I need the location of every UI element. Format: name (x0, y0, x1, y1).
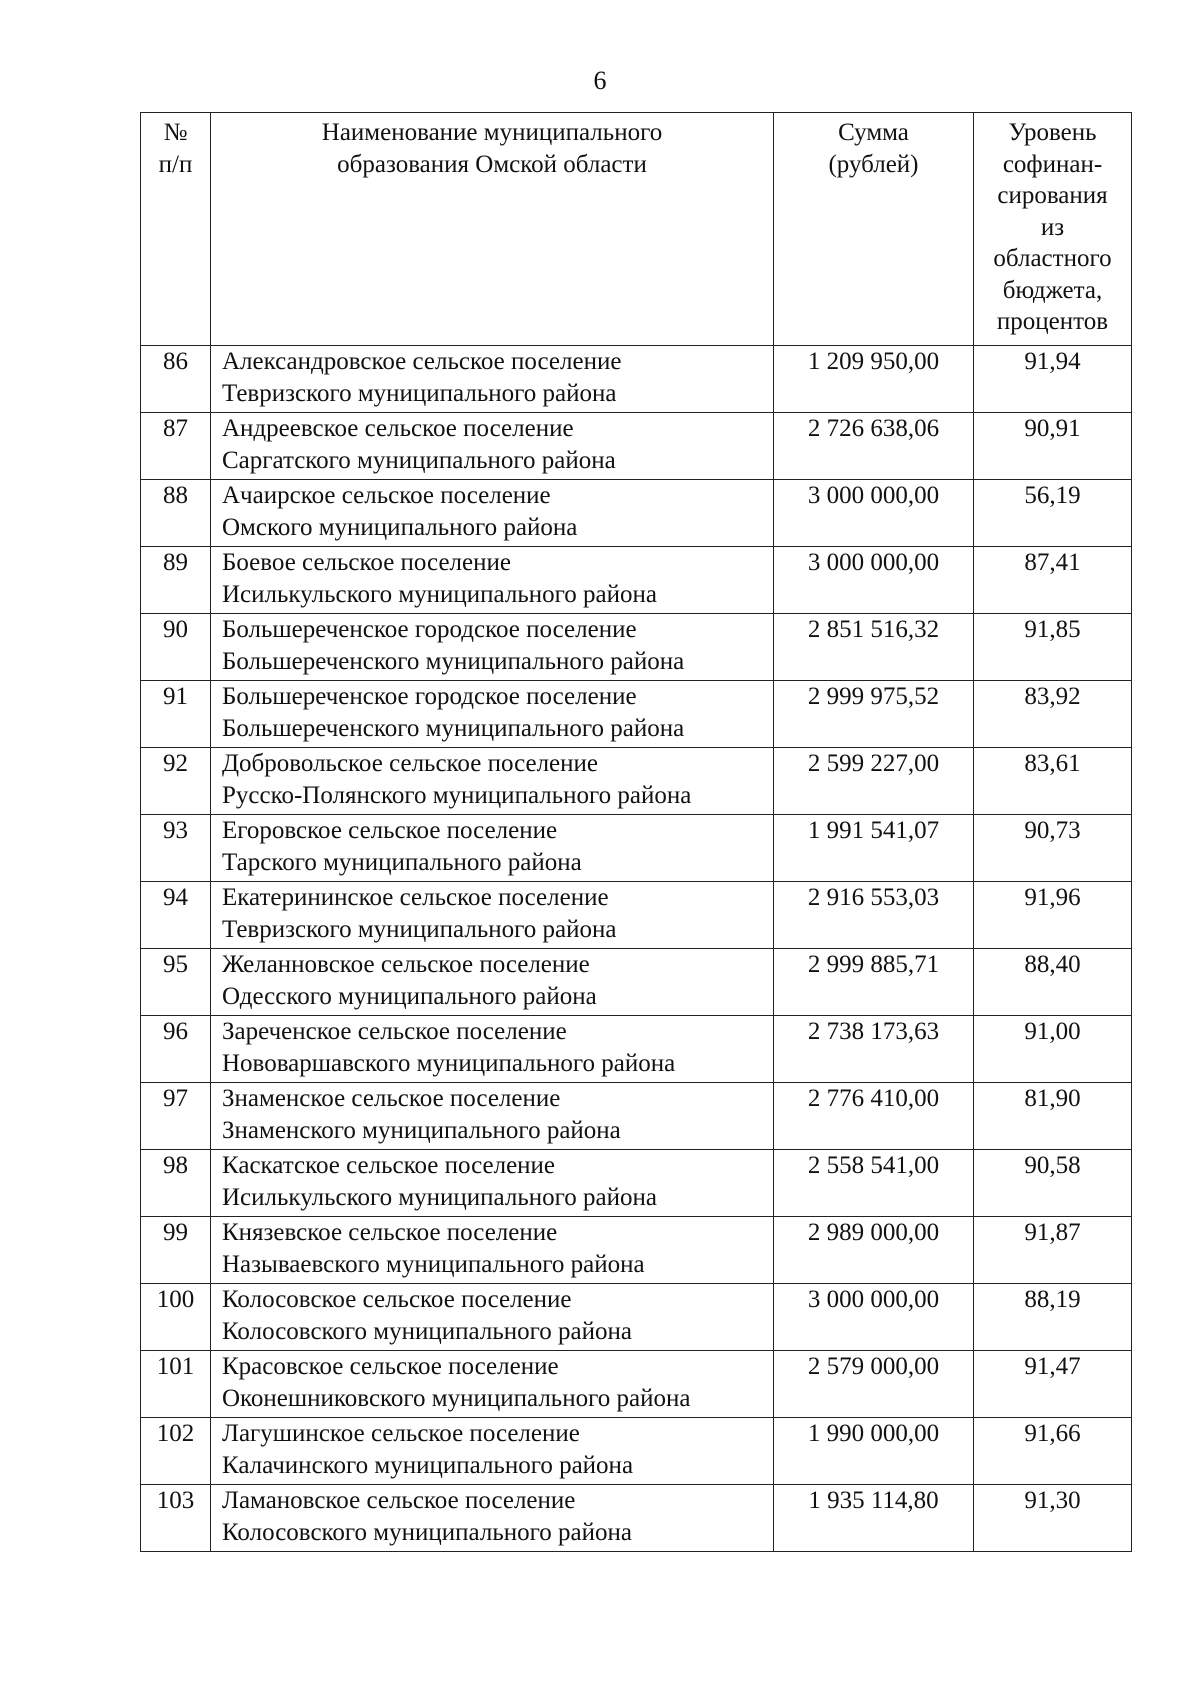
table-row (141, 1083, 1132, 1150)
row-name (211, 614, 774, 681)
row-number: 100 (141, 1284, 211, 1351)
header-sum-line: (рублей) (828, 151, 919, 178)
table-header-row (141, 113, 1132, 346)
row-number: 94 (141, 882, 211, 949)
row-sum: 2 851 516,32 (774, 614, 974, 681)
row-name (211, 815, 774, 882)
row-number: 87 (141, 413, 211, 480)
table-row (141, 547, 1132, 614)
row-number: 102 (141, 1418, 211, 1485)
row-number: 99 (141, 1217, 211, 1284)
row-level: 83,61 (974, 748, 1132, 815)
table-row (141, 949, 1132, 1016)
row-name-line: Колосовского муниципального района (222, 1318, 632, 1345)
row-level: 91,87 (974, 1217, 1132, 1284)
row-name-line: Колосовское сельское поселение (222, 1286, 572, 1313)
header-level-line: сирования (997, 182, 1108, 209)
row-level: 56,19 (974, 480, 1132, 547)
row-name (211, 1418, 774, 1485)
row-sum: 1 990 000,00 (774, 1418, 974, 1485)
row-level: 91,66 (974, 1418, 1132, 1485)
table-row (141, 1485, 1132, 1552)
row-name-line: Зареченское сельское поселение (222, 1018, 567, 1045)
header-level-line: бюджета, (1002, 276, 1103, 304)
row-level: 91,00 (974, 1016, 1132, 1083)
row-name (211, 882, 774, 949)
row-name-line: Исилькульского муниципального района (222, 581, 657, 608)
row-level: 91,85 (974, 614, 1132, 681)
row-name-line: Боевое сельское поселение (222, 549, 511, 576)
row-name-line: Красовское сельское поселение (222, 1353, 559, 1380)
page-number: 6 (593, 66, 607, 95)
table-row (141, 815, 1132, 882)
table-row (141, 1284, 1132, 1351)
header-level-line: Уровень (1008, 119, 1097, 146)
row-name-line: Тевризского муниципального района (222, 916, 617, 943)
header-level-line: процентов (996, 308, 1109, 335)
row-name-line: Князевское сельское поселение (222, 1219, 558, 1246)
row-name-line: Нововаршавского муниципального района (222, 1050, 676, 1077)
row-sum: 2 999 975,52 (774, 681, 974, 748)
row-sum: 2 579 000,00 (774, 1351, 974, 1418)
row-number: 93 (141, 815, 211, 882)
row-level: 81,90 (974, 1083, 1132, 1150)
row-number: 89 (141, 547, 211, 614)
row-name-line: Лагушинское сельское поселение (222, 1420, 580, 1447)
row-level: 91,96 (974, 882, 1132, 949)
row-name (211, 1150, 774, 1217)
row-number: 88 (141, 480, 211, 547)
row-sum: 2 738 173,63 (774, 1016, 974, 1083)
header-name (211, 113, 774, 346)
row-name (211, 346, 774, 413)
row-name-line: Каскатское сельское поселение (222, 1152, 556, 1179)
row-number: 90 (141, 614, 211, 681)
row-number: 91 (141, 681, 211, 748)
row-name (211, 949, 774, 1016)
table-row (141, 1217, 1132, 1284)
row-name (211, 748, 774, 815)
row-number: 97 (141, 1083, 211, 1150)
header-name-line: Наименование муниципального (321, 119, 663, 146)
header-level-line: областного (993, 245, 1112, 272)
row-name-line: Омского муниципального района (222, 514, 578, 541)
row-number: 95 (141, 949, 211, 1016)
row-name (211, 1217, 774, 1284)
row-sum: 2 999 885,71 (774, 949, 974, 1016)
row-number: 96 (141, 1016, 211, 1083)
row-number: 86 (141, 346, 211, 413)
row-name (211, 681, 774, 748)
row-name (211, 1083, 774, 1150)
subsidy-table (140, 112, 1132, 1552)
row-name-line: Андреевское сельское поселение (222, 415, 574, 442)
header-sum (774, 113, 974, 346)
row-name-line: Ламановское сельское поселение (222, 1487, 576, 1514)
header-level-line: софинан- (1002, 150, 1103, 178)
row-sum: 3 000 000,00 (774, 1284, 974, 1351)
row-level: 88,19 (974, 1284, 1132, 1351)
row-name-line: Одесского муниципального района (222, 983, 597, 1010)
row-name-line: Знаменского муниципального района (222, 1117, 621, 1144)
table-row (141, 681, 1132, 748)
row-level: 91,47 (974, 1351, 1132, 1418)
row-name (211, 1284, 774, 1351)
table-row (141, 882, 1132, 949)
row-name (211, 1485, 774, 1552)
row-name (211, 413, 774, 480)
table-row (141, 480, 1132, 547)
row-name-line: Русско-Полянского муниципального района (222, 782, 692, 809)
row-level: 91,94 (974, 346, 1132, 413)
row-name-line: Знаменское сельское поселение (222, 1085, 561, 1112)
row-name-line: Оконешниковского муниципального района (222, 1385, 691, 1412)
table-row (141, 346, 1132, 413)
row-name-line: Большереченское городское поселение (222, 616, 637, 643)
row-name (211, 547, 774, 614)
row-name-line: Добровольское сельское поселение (222, 750, 599, 777)
row-name-line: Егоровское сельское поселение (222, 817, 558, 844)
row-name-line: Большереченского муниципального района (222, 648, 685, 675)
row-sum: 2 776 410,00 (774, 1083, 974, 1150)
row-number: 101 (141, 1351, 211, 1418)
row-name (211, 1016, 774, 1083)
row-name-line: Большереченского муниципального района (222, 715, 685, 742)
row-name (211, 1351, 774, 1418)
row-level: 83,92 (974, 681, 1132, 748)
row-name-line: Саргатского муниципального района (222, 447, 616, 474)
row-sum: 2 989 000,00 (774, 1217, 974, 1284)
header-level (974, 113, 1132, 346)
row-level: 87,41 (974, 547, 1132, 614)
row-level: 88,40 (974, 949, 1132, 1016)
header-number (141, 113, 211, 346)
row-name-line: Тарского муниципального района (222, 849, 582, 876)
row-sum: 2 916 553,03 (774, 882, 974, 949)
row-name-line: Калачинского муниципального района (222, 1452, 634, 1479)
row-sum: 2 558 541,00 (774, 1150, 974, 1217)
row-level: 90,91 (974, 413, 1132, 480)
table-row (141, 1351, 1132, 1418)
row-sum: 3 000 000,00 (774, 547, 974, 614)
row-name-line: Тевризского муниципального района (222, 380, 617, 407)
row-number: 103 (141, 1485, 211, 1552)
row-sum: 1 209 950,00 (774, 346, 974, 413)
table-row (141, 1150, 1132, 1217)
row-name-line: Желанновское сельское поселение (222, 951, 590, 978)
row-name-line: Называевского муниципального района (222, 1251, 645, 1278)
row-name-line: Колосовского муниципального района (222, 1519, 632, 1546)
table-row (141, 614, 1132, 681)
table-row (141, 1418, 1132, 1485)
row-sum: 2 599 227,00 (774, 748, 974, 815)
row-sum: 2 726 638,06 (774, 413, 974, 480)
row-name-line: Исилькульского муниципального района (222, 1184, 657, 1211)
row-level: 90,58 (974, 1150, 1132, 1217)
row-sum: 1 991 541,07 (774, 815, 974, 882)
header-level-line: из (1040, 213, 1065, 241)
row-sum: 3 000 000,00 (774, 480, 974, 547)
header-number-line: № (163, 119, 188, 146)
header-sum-line: Сумма (838, 119, 909, 146)
header-name-line: образования Омской области (337, 151, 647, 178)
row-number: 92 (141, 748, 211, 815)
row-name-line: Екатерининское сельское поселение (222, 884, 609, 911)
table-row (141, 1016, 1132, 1083)
table-row (141, 748, 1132, 815)
row-name (211, 480, 774, 547)
row-name-line: Ачаирское сельское поселение (222, 482, 551, 509)
row-number: 98 (141, 1150, 211, 1217)
row-level: 91,30 (974, 1485, 1132, 1552)
table-row (141, 413, 1132, 480)
row-level: 90,73 (974, 815, 1132, 882)
row-sum: 1 935 114,80 (774, 1485, 974, 1552)
header-number-line: п/п (158, 151, 193, 178)
row-name-line: Большереченское городское поселение (222, 683, 637, 710)
row-name-line: Александровское сельское поселение (222, 348, 622, 375)
